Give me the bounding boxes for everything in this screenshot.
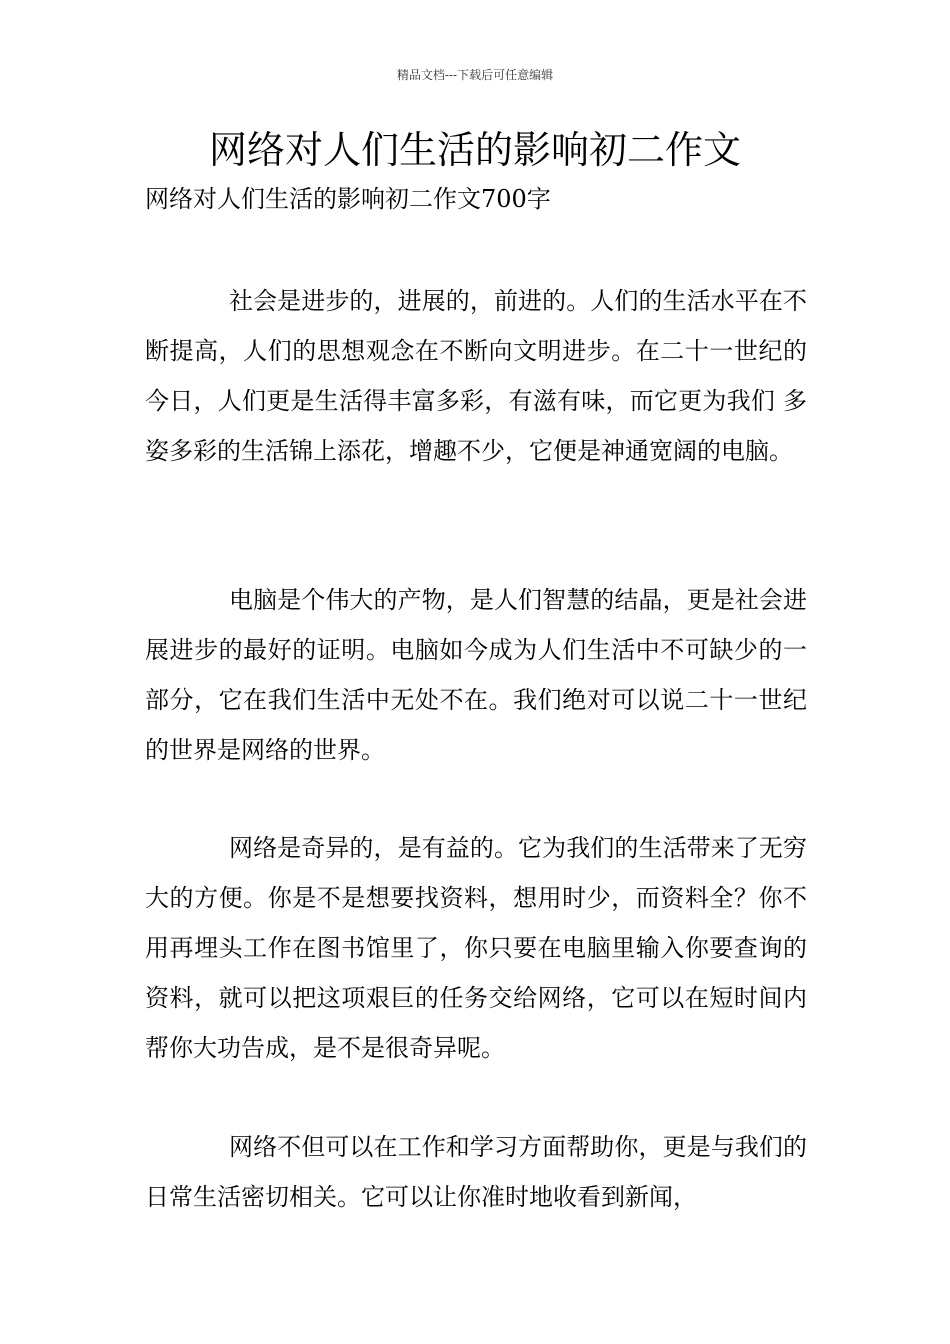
paragraph-2: 电脑是个伟大的产物，是人们智慧的结晶，更是社会进展进步的最好的证明。电脑如今成为人们生活中不可缺少的一部分，它在我们生活中无处不在。我们绝对可以说二十一世纪的世界是网络的世界。 bbox=[145, 586, 807, 764]
page-header-note: 精品文档---下载后可任意编辑 bbox=[396, 68, 554, 82]
paragraph-1: 社会是进步的，进展的，前进的。人们的生活水平在不断提高，人们的思想观念在不断向文明进步。在二十一世纪的今日，人们更是生活得丰富多彩，有滋有味，而它更为我们 多姿多彩的生活锦上添花，增趣不少，它便是神通宽阔的电脑。 bbox=[145, 287, 807, 465]
document-subtitle: 网络对人们生活的影响初二作文700字 bbox=[145, 185, 551, 213]
paragraph-4: 网络不但可以在工作和学习方面帮助你，更是与我们的日常生活密切相关。它可以让你准时地收看到新闻， bbox=[145, 1133, 807, 1211]
paragraph-3: 网络是奇异的，是有益的。它为我们的生活带来了无穷大的方便。你是不是想要找资料，想用时少，而资料全？你不用再埋头工作在图书馆里了，你只要在电脑里输入你要查询的资料，就可以把这项艰巨的任务交给网络，它可以在短时间内帮你大功告成，是不是很奇异呢。 bbox=[145, 834, 807, 1062]
document-title: 网络对人们生活的影响初二作文 bbox=[208, 128, 741, 172]
